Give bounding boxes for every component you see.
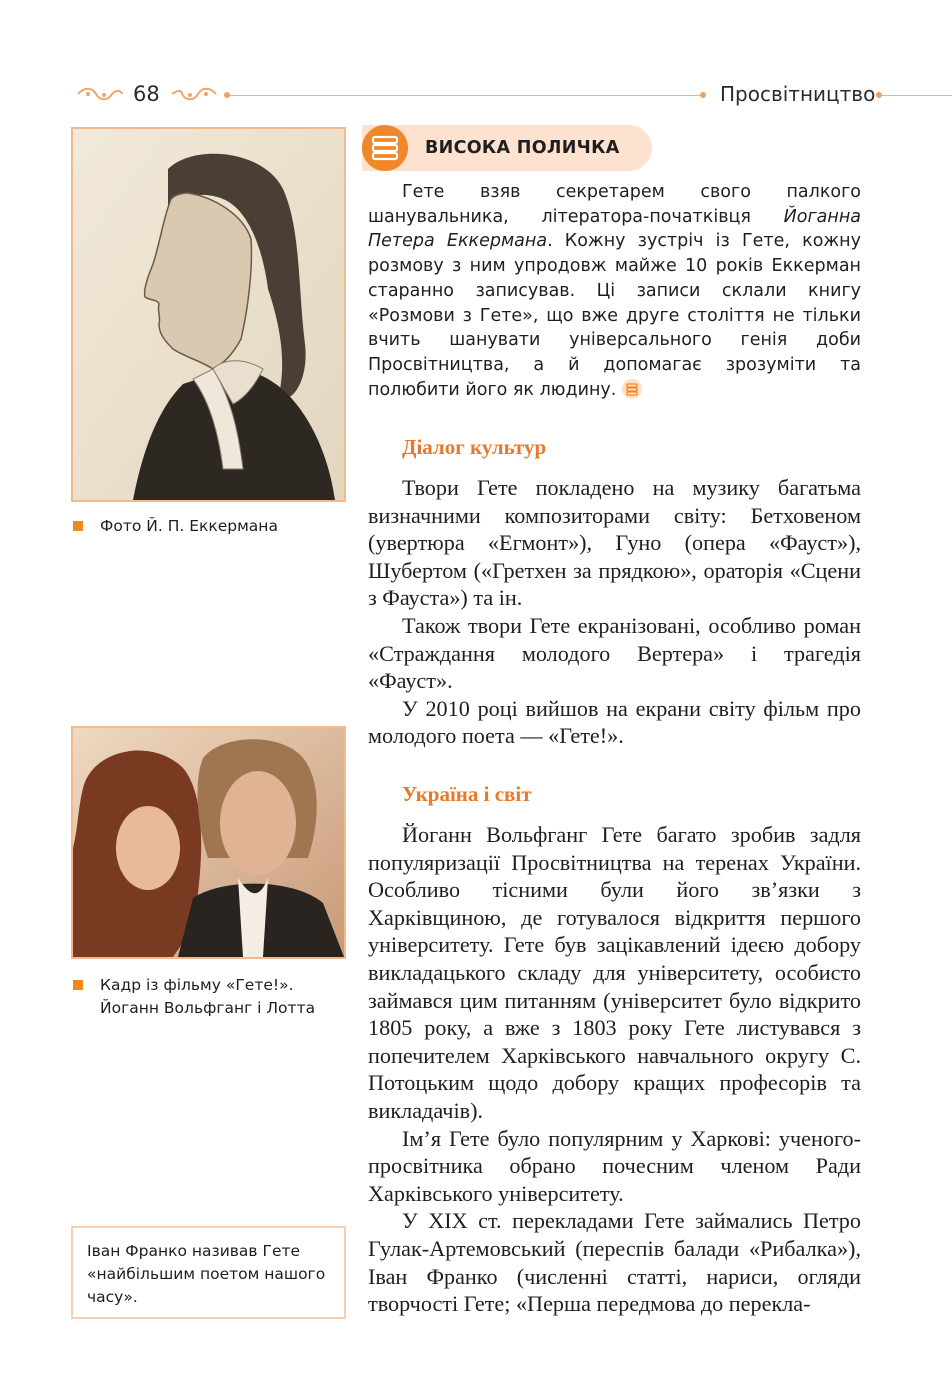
header-ornament-left: [76, 85, 124, 108]
shelf-text-italic: Йоганна Петера Еккермана: [368, 206, 861, 252]
ukraine-paragraph-1: Йоганн Вольфганг Гете багато зробив задля популяризації Просвітництва на теренах України. Особливо тісними були його зв’язки з Харківщиною, де готувалося відкриття першого університету. Гете був зацікавлений ідеєю добору викладацького складу для університету, особисто займався цим питанням (університет було відкрито 1805 року, а вже з 1803 року Гете листувався з попечителем Харківського навчального округу С. Потоцьким щодо добору кращих професорів та викладачів).: [368, 822, 861, 1123]
dialog-section: [368, 474, 861, 750]
ukraine-paragraph-3: У XIX ст. перекладами Гете займались Петро Гулак-Артемовський (переспів балади «Рибалка»), Іван Франко (численні статті, нариси, огляди творчості Гете; «Перша передмова до перекла-: [368, 1208, 861, 1317]
shelf-text-part1: Гете взяв секретарем свого палкого шанувальника, літератора-початківця: [368, 182, 861, 227]
header-ornament-right: [170, 85, 218, 108]
film-still-photo: [71, 726, 346, 959]
ukraine-section: [368, 821, 861, 1318]
dialog-paragraph-1: Твори Гете покладено на музику багатьма визначними композиторами світу: Бетховеном (увертюра «Егмонт»), Гуно (опера «Фауст»), Шубертом («Гретхен за прядкою», ораторія «Сцени з Фауста») та ін.: [368, 475, 861, 611]
bookshelf-end-icon: [622, 379, 642, 399]
bookshelf-icon: [362, 125, 408, 171]
caption-bullet: [73, 980, 83, 990]
dialog-paragraph-3: У 2010 році вийшов на екрани світу фільм про молодого поета — «Гете!».: [368, 695, 861, 749]
photo1-caption: Фото Й. П. Еккермана: [100, 517, 278, 535]
shelf-title: ВИСОКА ПОЛИЧКА: [425, 138, 620, 158]
header-rule: [230, 95, 700, 96]
dialog-heading: Діалог культур: [402, 435, 547, 459]
ukraine-paragraph-2: Ім’я Гете було популярним у Харкові: ученого-просвітника обрано почесним членом Ради Харківського університету.: [368, 1125, 861, 1206]
header-rule: [882, 95, 952, 96]
photo2-caption-line1: Кадр із фільму «Гете!».: [100, 976, 294, 994]
franko-note-box: Іван Франко називав Гете «найбільшим поетом нашого часу».: [71, 1226, 346, 1319]
header-rule-dot: [700, 92, 706, 98]
shelf-text-part2: . Кожну зустріч із Гете, кожну розмову з ним упродовж майже 10 років Еккерман старанно записував. Ці записи склали книгу «Розмови з Гете», що вже друге століття не тільки вчить шанувати універсального генія доби Просвітництва, а й допомагає зрозуміти та полюбити його як людину.: [368, 231, 861, 400]
section-title: Просвітництво: [720, 82, 876, 106]
ukraine-heading: Україна і світ: [402, 782, 532, 806]
caption-bullet: [73, 521, 83, 531]
dialog-paragraph-2: Також твори Гете екранізовані, особливо роман «Страждання молодого Вертера» і трагедія «Фауст».: [368, 612, 861, 694]
page-number: 68: [133, 82, 160, 106]
photo2-caption-line2: Йоганн Вольфганг і Лотта: [100, 999, 316, 1017]
eckermann-portrait: [71, 127, 346, 502]
shelf-paragraph: [368, 180, 861, 402]
photo2-caption: [100, 974, 340, 1020]
